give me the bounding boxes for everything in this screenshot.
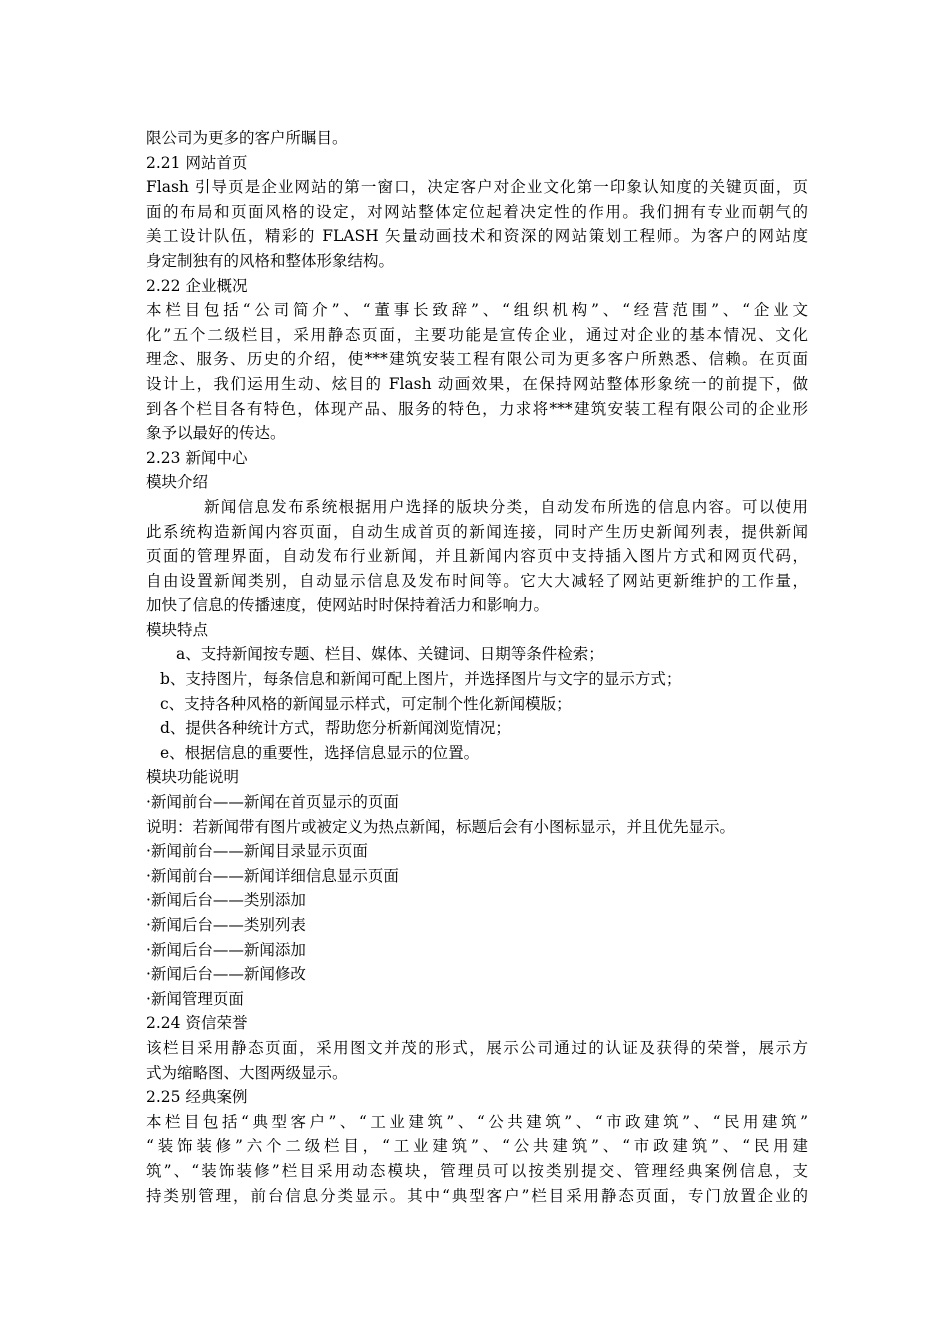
- subheading-module-functions: 模块功能说明: [146, 768, 240, 787]
- paragraph-line: 持类别管理，前台信息分类显示。其中“典型客户”栏目采用静态页面，专门放置企业的: [146, 1186, 808, 1205]
- paragraph-line: 面的布局和页面风格的设定，对网站整体定位起着决定性的作用。我们拥有专业而朝气的: [146, 202, 808, 221]
- section-heading-company-overview: 2.22 企业概况: [146, 276, 248, 295]
- document-page: [146, 126, 808, 1208]
- function-item: ·新闻后台——类别列表: [146, 916, 306, 934]
- function-item: ·新闻后台——新闻添加: [146, 940, 306, 959]
- paragraph-line: 身定制独有的风格和整体形象结构。: [146, 251, 395, 270]
- function-item: ·新闻管理页面: [146, 989, 244, 1008]
- paragraph-line: 自由设置新闻类别，自动显示信息及发布时间等。它大大减轻了网站更新维护的工作量，: [146, 571, 808, 590]
- paragraph-continuation: 限公司为更多的客户所瞩目。: [146, 129, 348, 147]
- paragraph-line: Flash 引导页是企业网站的第一窗口，决定客户对企业文化第一印象认知度的关键页面，页: [146, 178, 808, 197]
- paragraph-line: 本栏目包括“典型客户”、“工业建筑”、“公共建筑”、“市政建筑”、“民用建筑”: [146, 1112, 808, 1131]
- subheading-module-features: 模块特点: [146, 620, 209, 639]
- function-item: ·新闻前台——新闻在首页显示的页面: [146, 793, 399, 812]
- paragraph-line: 新闻信息发布系统根据用户选择的版块分类，自动发布所选的信息内容。可以使用: [204, 497, 808, 516]
- section-heading-homepage: 2.21 网站首页: [146, 153, 248, 172]
- paragraph-line: 美工设计队伍，精彩的 FLASH 矢量动画技术和资深的网站策划工程师。为客户的网站度: [146, 227, 808, 246]
- section-heading-news-center: 2.23 新闻中心: [146, 448, 248, 467]
- function-item: ·新闻前台——新闻目录显示页面: [146, 842, 368, 861]
- function-item: ·新闻后台——类别添加: [146, 891, 306, 910]
- feature-item: c、支持各种风格的新闻显示样式，可定制个性化新闻模版；: [160, 694, 572, 713]
- paragraph-line: 理念、服务、历史的介绍，使***建筑安装工程有限公司为更多客户所熟悉、信赖。在页面: [146, 350, 808, 369]
- paragraph-line: 加快了信息的传播速度，使网站时时保持着活力和影响力。: [146, 596, 550, 615]
- paragraph-line: 此系统构造新闻内容页面，自动生成首页的新闻连接，同时产生历史新闻列表，提供新闻: [146, 522, 808, 541]
- function-item: ·新闻前台——新闻详细信息显示页面: [146, 866, 399, 885]
- section-heading-credentials: 2.24 资信荣誉: [146, 1014, 248, 1033]
- feature-item: b、支持图片，每条信息和新闻可配上图片，并选择图片与文字的显示方式；: [160, 670, 682, 689]
- paragraph-line: 式为缩略图、大图两级显示。: [146, 1063, 348, 1082]
- paragraph-line: 本栏目包括“公司简介”、“董事长致辞”、“组织机构”、“经营范围”、“企业文: [146, 301, 808, 320]
- paragraph-line: 该栏目采用静态页面，采用图文并茂的形式，展示公司通过的认证及获得的荣誉，展示方: [146, 1038, 808, 1057]
- feature-item: d、提供各种统计方式，帮助您分析新闻浏览情况；: [160, 719, 511, 738]
- paragraph-line: “装饰装修”六个二级栏目，“工业建筑”、“公共建筑”、“市政建筑”、“民用建: [146, 1137, 808, 1156]
- paragraph-line: 象予以最好的传达。: [146, 424, 286, 443]
- section-heading-classic-cases: 2.25 经典案例: [146, 1088, 248, 1107]
- paragraph-line: 到各个栏目各有特色，体现产品、服务的特色，力求将***建筑安装工程有限公司的企业形: [146, 399, 808, 418]
- feature-item: e、根据信息的重要性，选择信息显示的位置。: [160, 743, 480, 762]
- paragraph-line: 筑”、“装饰装修”栏目采用动态模块，管理员可以按类别提交、管理经典案例信息，支: [146, 1161, 808, 1180]
- subheading-module-intro: 模块介绍: [146, 473, 209, 492]
- paragraph-line: 页面的管理界面，自动发布行业新闻，并且新闻内容页中支持插入图片方式和网页代码，: [146, 547, 808, 566]
- paragraph-line: 化”五个二级栏目，采用静态页面，主要功能是宣传企业，通过对企业的基本情况、文化: [146, 325, 808, 344]
- feature-item: a、支持新闻按专题、栏目、媒体、关键词、日期等条件检索；: [176, 645, 604, 664]
- paragraph-line: 设计上，我们运用生动、炫目的 Flash 动画效果，在保持网站整体形象统一的前提下，做: [146, 374, 808, 393]
- function-item: ·新闻后台——新闻修改: [146, 965, 306, 984]
- function-note: 说明：若新闻带有图片或被定义为热点新闻，标题后会有小图标显示，并且优先显示。: [146, 817, 736, 836]
